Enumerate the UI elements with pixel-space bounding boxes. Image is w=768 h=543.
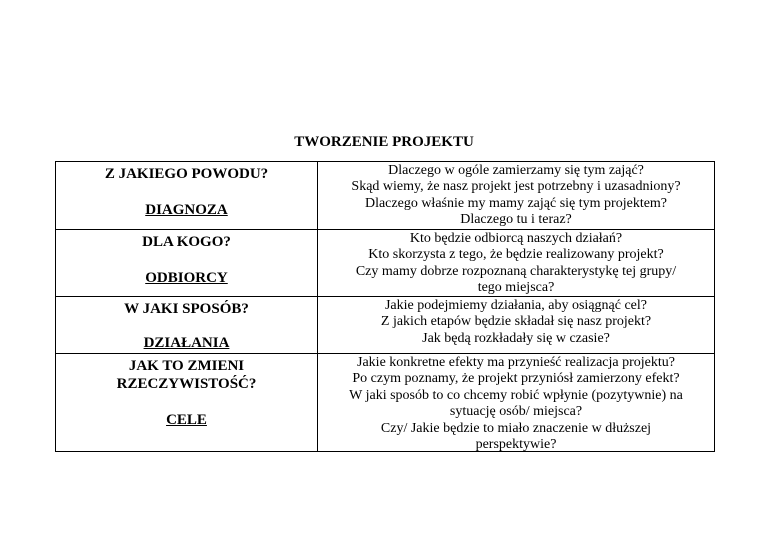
description-line: Dlaczego tu i teraz? [460,212,572,228]
table-row [56,229,714,296]
description-line: Po czym poznamy, że projekt przyniósł zamierzony efekt? [352,371,680,387]
description-line: Kto skorzysta z tego, że będzie realizowany projekt? [368,247,664,263]
table-row [56,162,714,229]
description-line: Czy/ Jakie będzie to miało znaczenie w dłuższej [380,420,652,436]
table-row [56,296,714,353]
row-heading-cell [56,297,318,353]
description-line: sytuację osób/ miejsca? [449,404,583,420]
description-line: Dlaczego w ogóle zamierzamy się tym zająć? [388,163,644,178]
row-description-cell [318,230,714,296]
description-line: Z jakich etapów będzie składał się nasz projekt? [380,314,652,330]
table-row [56,353,714,451]
row-heading-cell [56,162,318,229]
row-description-cell [318,297,714,353]
description-line: tego miejsca? [477,280,555,296]
row-question-line: JAK TO ZMIENI [128,358,245,374]
description-line: Jakie konkretne efekty ma przynieść realizacja projektu? [357,355,675,370]
row-label: DIAGNOZA [145,202,228,218]
description-line: perspektywie? [475,437,557,451]
row-question: Z JAKIEGO POWODU? [104,166,269,182]
row-question: W JAKI SPOSÓB? [124,301,249,317]
description-line: Czy mamy dobrze rozpoznaną charakterystykę tej grupy/ [355,263,677,279]
row-description-cell [318,354,714,451]
row-label: ODBIORCY [145,270,228,286]
description-line: Jak będą rozkładały się w czasie? [422,330,610,346]
row-heading-cell [56,230,318,296]
row-question-line: RZECZYWISTOŚĆ? [116,376,257,392]
row-description-cell [318,162,714,229]
description-line: Skąd wiemy, że nasz projekt jest potrzebny i uzasadniony? [351,179,681,195]
row-label: CELE [166,412,207,428]
row-label: DZIAŁANIA [143,335,230,351]
project-table [55,161,715,452]
description-line: Kto będzie odbiorcą naszych działań? [409,231,623,246]
description-line: W jaki sposób to co chcemy robić wpłynie (pozytywnie) na [349,387,683,403]
description-line: Jakie podejmiemy działania, aby osiągnąć cel? [384,298,647,313]
row-heading-cell [56,354,318,451]
description-line: Dlaczego właśnie my mamy zająć się tym projektem? [364,195,668,211]
row-question: DLA KOGO? [142,234,231,250]
document-title: TWORZENIE PROJEKTU [294,134,474,150]
